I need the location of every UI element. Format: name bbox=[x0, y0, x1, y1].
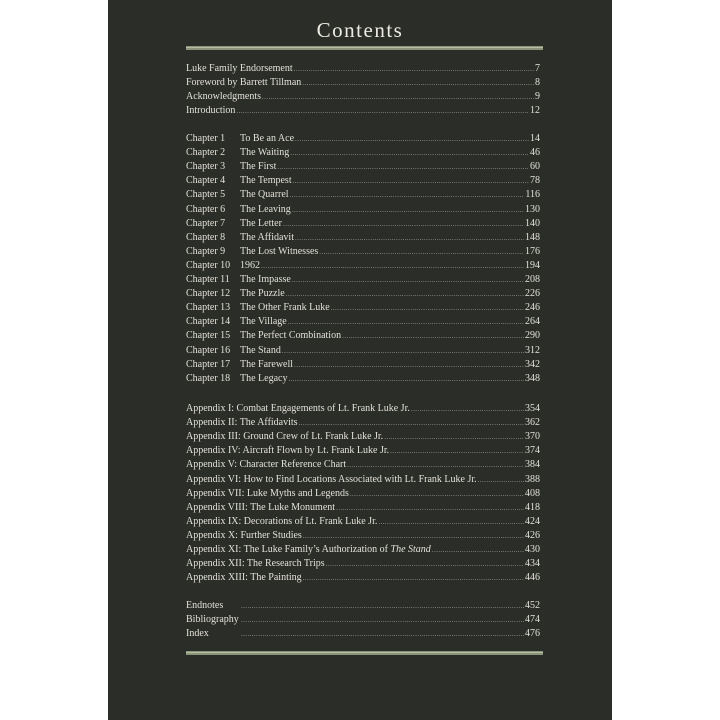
entry-number: Chapter 5 bbox=[186, 189, 226, 201]
chapter-entry bbox=[186, 301, 540, 315]
page-number: 264 bbox=[525, 316, 540, 328]
appendix-entry bbox=[186, 458, 540, 472]
front-matter-entry bbox=[186, 104, 540, 118]
dot-leader bbox=[293, 174, 529, 188]
page-title: Contents bbox=[316, 18, 404, 42]
entry-title bbox=[186, 543, 431, 557]
dot-leader bbox=[342, 329, 524, 343]
chapter-entry bbox=[186, 146, 540, 160]
page-number: 374 bbox=[525, 445, 540, 457]
entry-title-text: Luke Family Endorsement bbox=[186, 63, 293, 74]
entry-title-text: The Affidavit bbox=[240, 231, 294, 243]
chapter-entry bbox=[186, 160, 540, 174]
dot-leader bbox=[302, 76, 534, 90]
entry-title-text: Appendix VIII: The Luke Monument bbox=[186, 501, 336, 513]
dot-leader bbox=[326, 557, 524, 571]
entry-title bbox=[240, 160, 276, 174]
entry-number: Chapter 17 bbox=[186, 358, 231, 370]
chapter-entry bbox=[186, 132, 540, 146]
entry-title-text: The Village bbox=[240, 316, 287, 328]
appendix-entry bbox=[186, 473, 540, 487]
appendix-entry bbox=[186, 557, 540, 571]
entry-title bbox=[240, 329, 341, 343]
entry-title bbox=[186, 487, 349, 501]
page-number: 78 bbox=[530, 175, 540, 187]
page-number: 384 bbox=[525, 459, 540, 471]
entry-title-text: Appendix XI: The Luke Family’s Authorization of bbox=[186, 544, 391, 555]
chapter-entry bbox=[186, 259, 540, 273]
entry-title-text: The Leaving bbox=[240, 203, 291, 215]
dot-leader bbox=[277, 160, 529, 174]
chapter-entry bbox=[186, 329, 540, 343]
page-number: 9 bbox=[535, 91, 540, 103]
entry-number: Chapter 8 bbox=[186, 231, 226, 243]
appendix-entry bbox=[186, 529, 540, 543]
entry-title bbox=[186, 557, 325, 571]
dot-leader bbox=[241, 599, 524, 613]
entry-title bbox=[186, 402, 410, 416]
entry-title bbox=[186, 90, 261, 104]
entry-title bbox=[186, 76, 301, 90]
entry-title-text: To Be an Ace bbox=[240, 133, 295, 144]
page-number: 354 bbox=[525, 403, 540, 414]
entry-title-text: Bibliography bbox=[186, 614, 239, 626]
entry-title-text: Endnotes bbox=[186, 600, 224, 611]
entry-title-text: Appendix II: The Affidavits bbox=[186, 417, 298, 429]
dot-leader bbox=[292, 273, 524, 287]
front-matter-entry bbox=[186, 76, 540, 90]
page-number: 426 bbox=[525, 529, 540, 541]
entry-title-text: Appendix XII: The Research Trips bbox=[186, 558, 325, 570]
entry-title bbox=[186, 501, 335, 515]
back-matter-entry bbox=[186, 627, 540, 641]
entry-title bbox=[240, 174, 292, 188]
appendix-entry bbox=[186, 501, 540, 515]
page-number: 116 bbox=[525, 189, 540, 201]
dot-leader bbox=[411, 402, 524, 416]
chapter-entry bbox=[186, 315, 540, 329]
entry-title-text: Foreword by Barrett Tillman bbox=[186, 77, 302, 89]
contents-page bbox=[108, 0, 612, 720]
bottom-rule bbox=[186, 651, 543, 655]
dot-leader bbox=[294, 62, 534, 76]
entry-number: Chapter 13 bbox=[186, 302, 231, 314]
dot-leader bbox=[336, 501, 524, 515]
page-number: 176 bbox=[525, 245, 540, 257]
page-number: 246 bbox=[525, 302, 540, 314]
entry-title-text: Appendix III: Ground Crew of Lt. Frank Luke Jr. bbox=[186, 431, 384, 443]
entry-title bbox=[240, 273, 291, 287]
entry-number: Chapter 18 bbox=[186, 372, 231, 384]
page-number: 362 bbox=[525, 417, 540, 429]
page-number: 14 bbox=[530, 133, 540, 144]
entry-number: Chapter 15 bbox=[186, 330, 231, 342]
dot-leader bbox=[241, 613, 524, 627]
chapter-entry bbox=[186, 217, 540, 231]
dot-leader bbox=[286, 287, 524, 301]
page-number: 388 bbox=[525, 473, 540, 485]
dot-leader bbox=[299, 416, 524, 430]
page-number: 446 bbox=[525, 572, 540, 584]
entry-title bbox=[186, 473, 477, 487]
entry-title-text: The Perfect Combination bbox=[240, 330, 342, 342]
dot-leader bbox=[390, 444, 524, 458]
page-number: 424 bbox=[525, 515, 540, 527]
entry-title-text: The Farewell bbox=[240, 358, 294, 370]
entry-title-text: Acknowledgments bbox=[186, 91, 261, 103]
page-number: 148 bbox=[525, 231, 540, 243]
dot-leader bbox=[378, 515, 524, 529]
entry-title-text: Appendix XIII: The Painting bbox=[186, 572, 302, 584]
appendix-entry bbox=[186, 430, 540, 444]
dot-leader bbox=[350, 487, 524, 501]
entry-number: Chapter 10 bbox=[186, 259, 231, 271]
entry-title bbox=[186, 458, 346, 472]
chapter-entry bbox=[186, 273, 540, 287]
entry-title-text: The Lost Witnesses bbox=[240, 245, 319, 257]
entry-number: Chapter 16 bbox=[186, 344, 231, 356]
back-matter-entry bbox=[186, 613, 540, 627]
entry-number: Chapter 3 bbox=[186, 161, 226, 173]
entry-title bbox=[186, 529, 302, 543]
page-number: 348 bbox=[525, 372, 540, 384]
dot-leader bbox=[432, 543, 524, 557]
entry-title bbox=[186, 599, 240, 613]
entry-number: Chapter 2 bbox=[186, 147, 226, 159]
page-number: 130 bbox=[525, 203, 540, 215]
entry-title-text: The Tempest bbox=[240, 175, 292, 187]
entry-title-text: The First bbox=[240, 161, 277, 173]
dot-leader bbox=[282, 344, 524, 358]
entry-title bbox=[240, 146, 289, 160]
front-matter-entry bbox=[186, 90, 540, 104]
appendix-entry bbox=[186, 487, 540, 501]
page-number: 290 bbox=[525, 330, 540, 342]
entry-title bbox=[186, 515, 377, 529]
page-number: 60 bbox=[530, 161, 540, 173]
page-number: 434 bbox=[525, 558, 540, 570]
appendix-entry bbox=[186, 402, 540, 416]
page-number: 140 bbox=[525, 217, 540, 229]
page-number: 7 bbox=[535, 63, 540, 74]
dot-leader bbox=[241, 627, 524, 641]
chapter-entry bbox=[186, 174, 540, 188]
entry-title-text: Index bbox=[186, 628, 209, 640]
entry-title bbox=[186, 104, 235, 118]
appendix-entry bbox=[186, 543, 540, 557]
entry-title bbox=[240, 259, 260, 273]
entry-title-text: Appendix I: Combat Engagements of Lt. Frank Luke Jr. bbox=[186, 403, 410, 414]
page-number: 408 bbox=[525, 487, 540, 499]
entry-title-text: Appendix VII: Luke Myths and Legends bbox=[186, 487, 349, 499]
entry-title bbox=[186, 62, 293, 76]
dot-leader bbox=[290, 188, 525, 202]
entry-title-text: The Quarrel bbox=[240, 189, 289, 201]
entry-number: Chapter 11 bbox=[186, 274, 230, 285]
entry-title-text: The Stand bbox=[240, 344, 281, 356]
entry-title bbox=[240, 315, 287, 329]
entry-title bbox=[240, 203, 291, 217]
entry-title bbox=[186, 613, 240, 627]
page-number: 370 bbox=[525, 431, 540, 443]
dot-leader bbox=[295, 132, 529, 146]
page-number: 8 bbox=[535, 77, 540, 89]
dot-leader bbox=[303, 571, 524, 585]
entry-title bbox=[186, 627, 240, 641]
dot-leader bbox=[290, 146, 529, 160]
entry-title bbox=[186, 416, 298, 430]
entry-title bbox=[186, 571, 302, 585]
dot-leader bbox=[283, 217, 524, 231]
page-number: 226 bbox=[525, 288, 540, 300]
page-number: 342 bbox=[525, 358, 540, 370]
entry-number: Chapter 9 bbox=[186, 245, 226, 257]
chapter-entry bbox=[186, 287, 540, 301]
appendix-entry bbox=[186, 571, 540, 585]
appendix-entry bbox=[186, 444, 540, 458]
entry-title-text: The Waiting bbox=[240, 147, 290, 159]
entry-title bbox=[186, 430, 383, 444]
appendix-entry bbox=[186, 515, 540, 529]
entry-title bbox=[240, 358, 293, 372]
entry-title-italic: The Stand bbox=[390, 544, 431, 555]
dot-leader bbox=[292, 203, 524, 217]
page-number: 430 bbox=[525, 544, 540, 555]
entry-number: Chapter 14 bbox=[186, 316, 231, 328]
entry-title bbox=[240, 344, 281, 358]
dot-leader bbox=[319, 245, 524, 259]
entry-title-text: The Impasse bbox=[240, 274, 291, 285]
chapter-entry bbox=[186, 245, 540, 259]
entry-title bbox=[240, 231, 294, 245]
entry-title-text: Appendix IX: Decorations of Lt. Frank Luke Jr. bbox=[186, 515, 378, 527]
entry-number: Chapter 12 bbox=[186, 288, 231, 300]
entry-title bbox=[240, 217, 282, 231]
page-number: 476 bbox=[525, 628, 540, 640]
dot-leader bbox=[295, 231, 524, 245]
dot-leader bbox=[478, 473, 524, 487]
appendix-entry bbox=[186, 416, 540, 430]
chapter-entry bbox=[186, 231, 540, 245]
chapter-entry bbox=[186, 358, 540, 372]
dot-leader bbox=[347, 458, 524, 472]
page-number: 452 bbox=[525, 600, 540, 611]
page-number: 312 bbox=[525, 344, 540, 356]
entry-title-text: The Puzzle bbox=[240, 288, 285, 300]
entry-title bbox=[240, 188, 289, 202]
chapter-entry bbox=[186, 372, 540, 386]
entry-number: Chapter 6 bbox=[186, 203, 226, 215]
entry-title-text: Appendix IV: Aircraft Flown by Lt. Frank Luke Jr. bbox=[186, 445, 390, 457]
page-number: 418 bbox=[525, 501, 540, 513]
entry-title-text: The Legacy bbox=[240, 372, 288, 384]
entry-title-text: The Letter bbox=[240, 217, 282, 229]
entry-title-text: Introduction bbox=[186, 105, 236, 117]
dot-leader bbox=[262, 90, 534, 104]
dot-leader bbox=[288, 315, 524, 329]
entry-title bbox=[240, 287, 285, 301]
entry-number: Chapter 7 bbox=[186, 217, 226, 229]
back-matter-entry bbox=[186, 599, 540, 613]
chapter-entry bbox=[186, 188, 540, 202]
page-number: 474 bbox=[525, 614, 540, 626]
chapter-entry bbox=[186, 203, 540, 217]
chapter-entry bbox=[186, 344, 540, 358]
page-number: 12 bbox=[530, 105, 540, 117]
front-matter-entry bbox=[186, 62, 540, 76]
dot-leader bbox=[303, 529, 524, 543]
entry-title bbox=[186, 444, 389, 458]
entry-title bbox=[240, 132, 294, 146]
page-number: 46 bbox=[530, 147, 540, 159]
dot-leader bbox=[261, 259, 524, 273]
page-number: 194 bbox=[525, 259, 540, 271]
dot-leader bbox=[294, 358, 524, 372]
top-rule bbox=[186, 46, 543, 50]
entry-title-text: Appendix X: Further Studies bbox=[186, 529, 302, 541]
entry-title-text: 1962 bbox=[240, 259, 260, 271]
dot-leader bbox=[236, 104, 529, 118]
entry-title-text: Appendix VI: How to Find Locations Associated with Lt. Frank Luke Jr. bbox=[186, 473, 477, 485]
entry-title-text: Appendix V: Character Reference Chart bbox=[186, 459, 347, 471]
dot-leader bbox=[384, 430, 524, 444]
entry-title bbox=[240, 372, 287, 386]
entry-number: Chapter 1 bbox=[186, 133, 226, 144]
entry-title bbox=[240, 245, 318, 259]
entry-title-text: The Other Frank Luke bbox=[240, 302, 330, 314]
page-number: 208 bbox=[525, 274, 540, 285]
dot-leader bbox=[288, 372, 524, 386]
dot-leader bbox=[331, 301, 524, 315]
entry-number: Chapter 4 bbox=[186, 175, 226, 187]
entry-title bbox=[240, 301, 330, 315]
